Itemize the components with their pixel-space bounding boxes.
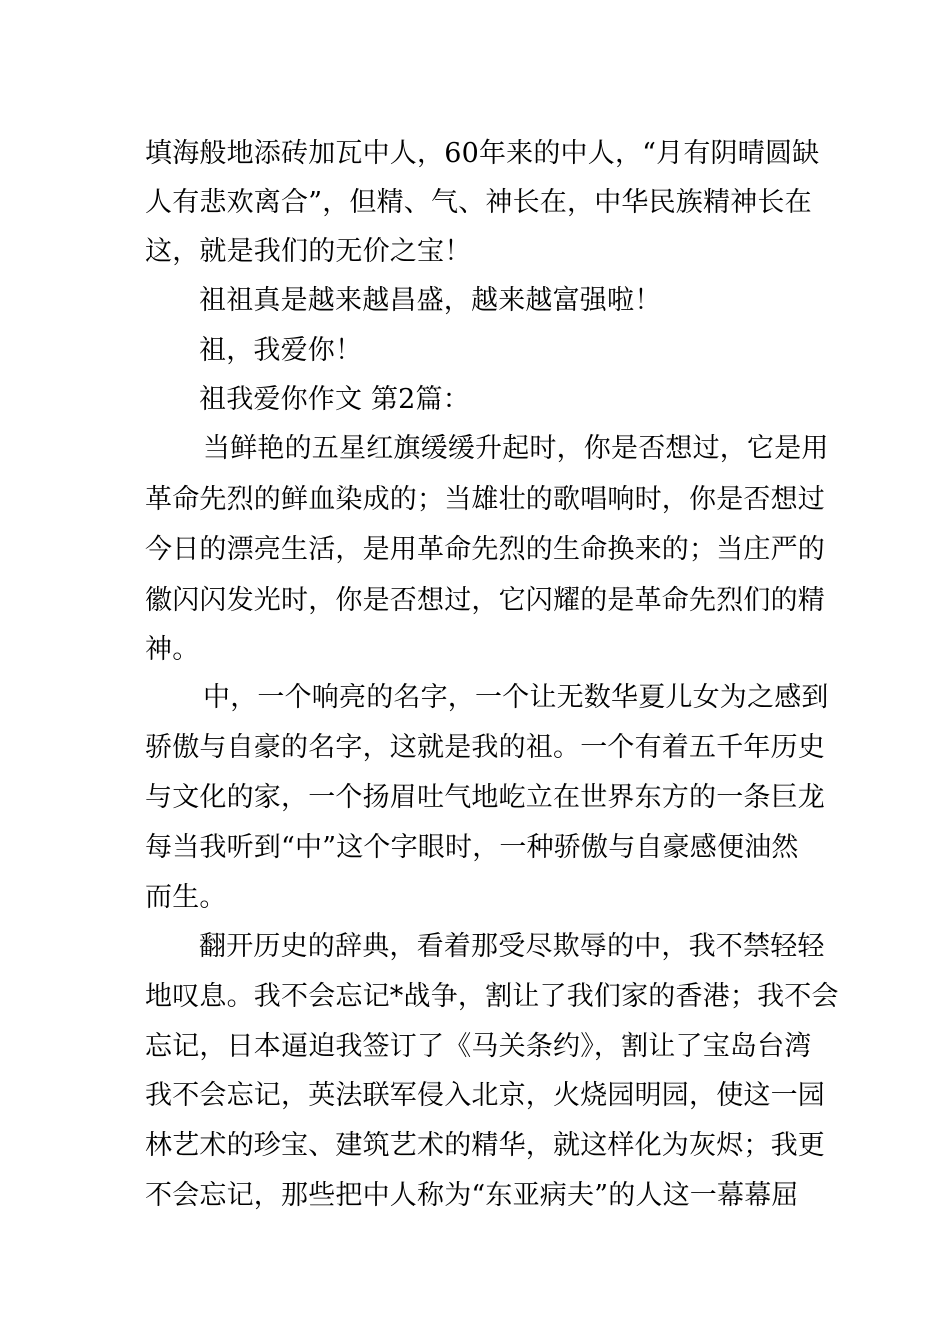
text-line: 祖，我爱你！: [199, 335, 363, 366]
text-line: 神。: [145, 634, 200, 665]
text-line: 填海般地添砖加瓦中人，60年来的中人，“月有阴晴圆缺: [145, 138, 820, 169]
text-line: 林艺术的珍宝、建筑艺术的精华，就这样化为灰烬；我更: [145, 1130, 825, 1161]
text-line: 徽闪闪发光时，你是否想过，它闪耀的是革命先烈们的精: [145, 585, 825, 616]
text-line: 与文化的家，一个扬眉吐气地屹立在世界东方的一条巨龙: [145, 782, 825, 813]
text-line: 中，一个响亮的名字，一个让无数华夏儿女为之感到: [203, 682, 829, 713]
text-line: 祖祖真是越来越昌盛，越来越富强啦！: [199, 285, 662, 316]
text-line: 忘记，日本逼迫我签订了《马关条约》，割让了宝岛台湾: [145, 1031, 812, 1062]
text-line: 当鲜艳的五星红旗缓缓升起时，你是否想过，它是用: [203, 433, 829, 464]
text-line: 人有悲欢离合”，但精、气、神长在，中华民族精神长在: [145, 187, 812, 218]
text-line: 我不会忘记，英法联军侵入北京，火烧园明园，使这一园: [145, 1080, 825, 1111]
text-line: 翻开历史的辞典，看着那受尽欺辱的中，我不禁轻轻: [199, 931, 825, 962]
text-line: 今日的漂亮生活，是用革命先烈的生命换来的；当庄严的: [145, 534, 825, 565]
text-line: 地叹息。我不会忘记*战争，割让了我们家的香港；我不会: [145, 981, 839, 1012]
text-line: 每当我听到“中”这个字眼时，一种骄傲与自豪感便油然: [145, 832, 799, 863]
text-line: 而生。: [145, 882, 227, 913]
section-heading: 祖我爱你作文 第2篇：: [199, 384, 470, 415]
text-line: 不会忘记，那些把中人称为“东亚病夫”的人这一幕幕屈: [145, 1180, 799, 1211]
text-line: 这，就是我们的无价之宝！: [145, 236, 472, 267]
text-line: 革命先烈的鲜血染成的；当雄壮的歌唱响时，你是否想过: [145, 484, 825, 515]
text-line: 骄傲与自豪的名字，这就是我的祖。一个有着五千年历史: [145, 732, 825, 763]
